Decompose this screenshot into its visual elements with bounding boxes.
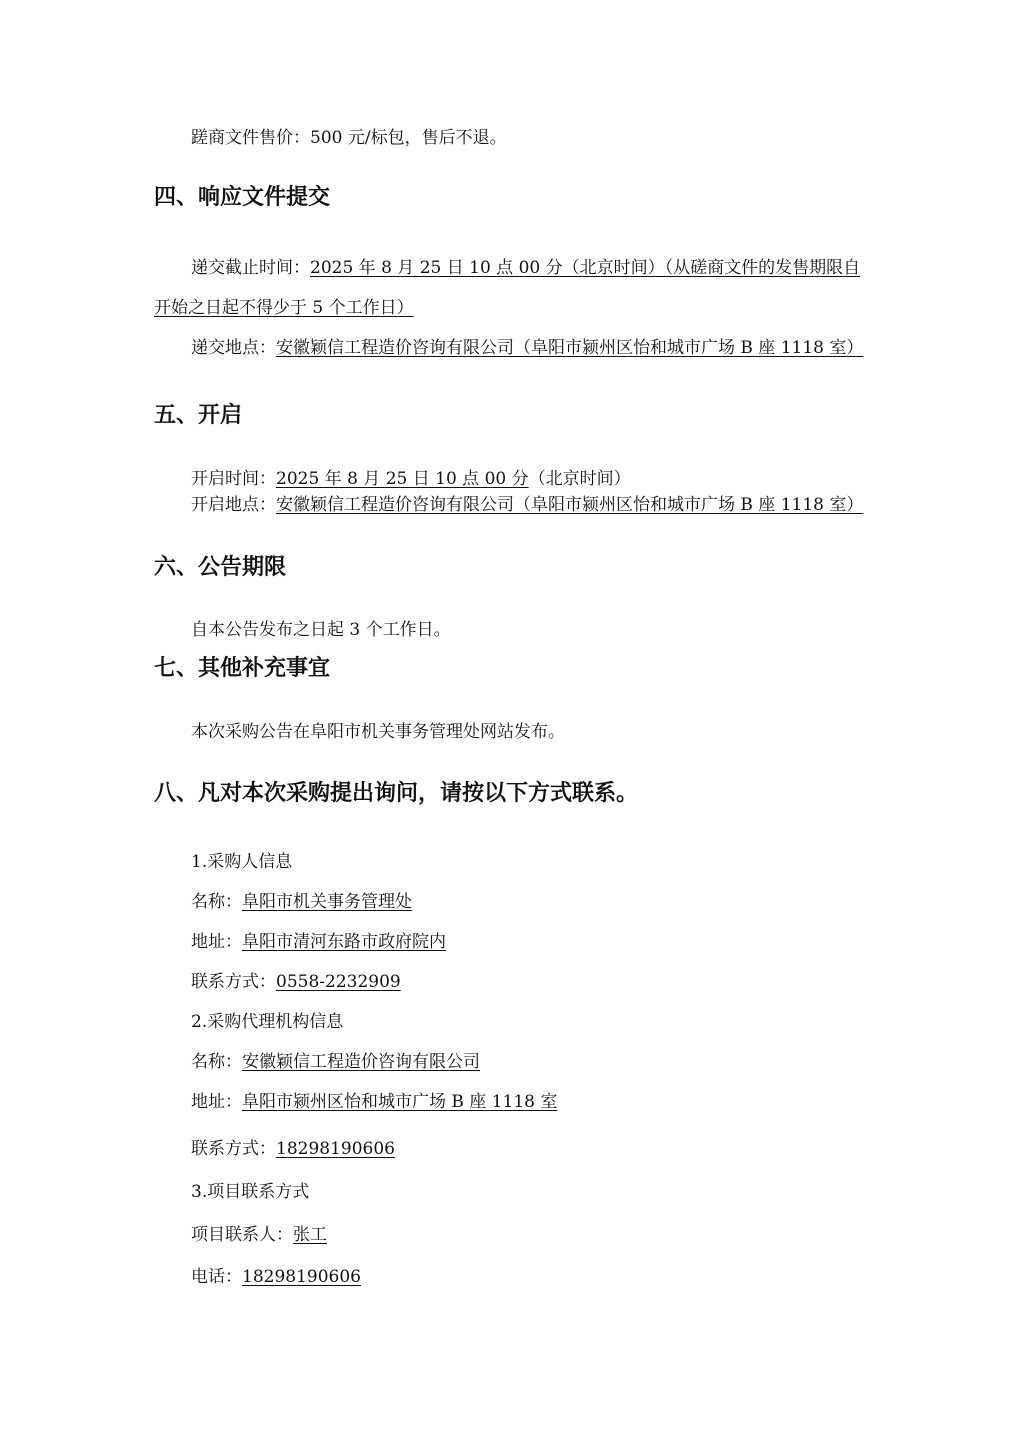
price-line: 蹉商文件售价：500 元/标包，售后不退。 (191, 128, 507, 148)
agent-name-label: 名称： (191, 1052, 242, 1072)
buyer-name-line (191, 891, 412, 913)
project-contact-label: 项目联系人： (191, 1225, 293, 1245)
buyer-address-label: 地址： (191, 932, 242, 952)
notice-period-text: 自本公告发布之日起 3 个工作日。 (191, 620, 451, 640)
buyer-info-title: 1.采购人信息 (191, 852, 293, 872)
agent-name-line (191, 1051, 480, 1073)
project-phone-line (191, 1266, 361, 1288)
deadline-cont: 开始之日起不得少于 5 个工作日） (154, 298, 414, 318)
open-time-suffix: （北京时间） (528, 469, 631, 489)
open-place-line (191, 494, 863, 516)
submit-place-line (191, 337, 863, 359)
open-time-line (191, 468, 631, 490)
project-contact-title: 3.项目联系方式 (191, 1182, 310, 1202)
project-phone: 18298190606 (242, 1267, 361, 1287)
agent-phone-label: 联系方式： (191, 1139, 276, 1159)
buyer-phone: 0558-2232909 (276, 972, 401, 992)
submit-place-label: 递交地点： (191, 338, 276, 358)
open-time-label: 开启时间： (191, 469, 276, 489)
section-5-heading: 五、开启 (154, 403, 243, 428)
open-place-label: 开启地点： (191, 495, 276, 515)
open-time-value: 2025 年 8 月 25 日 10 点 00 分 (276, 469, 529, 489)
deadline-value: 2025 年 8 月 25 日 10 点 00 分（北京时间）（从磋商文件的发售期限自 (310, 258, 861, 278)
buyer-name: 阜阳市机关事务管理处 (242, 892, 412, 912)
project-contact: 张工 (293, 1225, 327, 1245)
section-4-heading: 四、响应文件提交 (154, 185, 331, 210)
supplementary-text: 本次采购公告在阜阳市机关事务管理处网站发布。 (191, 722, 565, 742)
project-contact-line (191, 1224, 327, 1246)
agent-phone-line (191, 1138, 395, 1160)
agent-name: 安徽颖信工程造价咨询有限公司 (242, 1052, 480, 1072)
section-8-heading: 八、凡对本次采购提出询问，请按以下方式联系。 (154, 781, 639, 806)
project-phone-label: 电话： (191, 1267, 242, 1287)
agent-phone: 18298190606 (276, 1139, 395, 1159)
section-6-heading: 六、公告期限 (154, 555, 287, 580)
section-7-heading: 七、其他补充事宜 (154, 656, 331, 681)
buyer-phone-line (191, 971, 401, 993)
agent-address-label: 地址： (191, 1092, 242, 1112)
agent-address-line (191, 1091, 557, 1113)
deadline-continuation (154, 297, 414, 319)
buyer-address-line (191, 931, 446, 953)
agent-address: 阜阳市颍州区怡和城市广场 B 座 1118 室 (242, 1092, 558, 1112)
buyer-phone-label: 联系方式： (191, 972, 276, 992)
submit-place-value: 安徽颖信工程造价咨询有限公司（阜阳市颍州区怡和城市广场 B 座 1118 室） (276, 338, 864, 358)
deadline-label: 递交截止时间： (191, 258, 310, 278)
buyer-name-label: 名称： (191, 892, 242, 912)
open-place-value: 安徽颖信工程造价咨询有限公司（阜阳市颍州区怡和城市广场 B 座 1118 室） (276, 495, 864, 515)
agent-info-title: 2.采购代理机构信息 (191, 1012, 344, 1032)
deadline-line (191, 257, 860, 279)
buyer-address: 阜阳市清河东路市政府院内 (242, 932, 446, 952)
